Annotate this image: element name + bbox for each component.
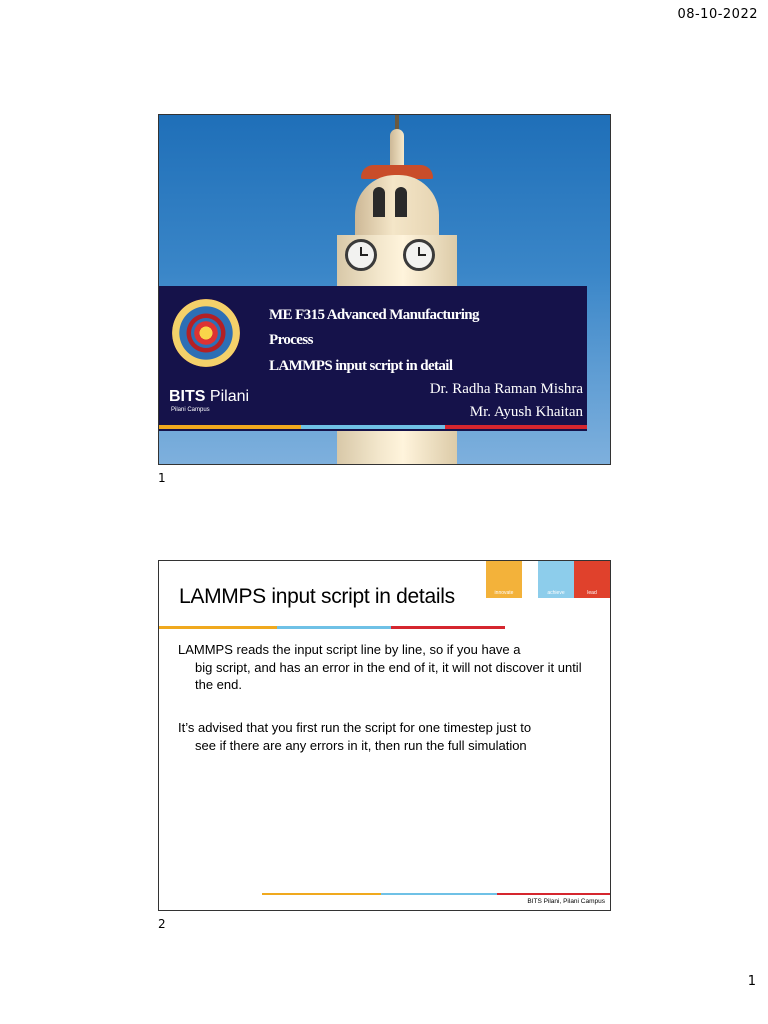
bits-emblem-center — [191, 318, 221, 348]
campus-label: Pilani Campus — [171, 407, 210, 413]
stripe-blue — [301, 425, 445, 429]
course-title-line-1: ME F315 Advanced Manufacturing — [269, 307, 479, 323]
paragraph-1: LAMMPS reads the input script line by line, so if you have a big script, and has an error in the end of it, it will not discover it until the end. — [178, 642, 582, 692]
tile-lead: lead — [574, 561, 610, 598]
clock-face-icon — [345, 239, 377, 271]
tile-innovate: innovate — [486, 561, 522, 598]
lecture-topic: LAMMPS input script in detail — [269, 358, 453, 374]
course-title-line-2: Process — [269, 332, 313, 348]
clock-face-icon — [403, 239, 435, 271]
tower-arch — [395, 187, 407, 217]
print-date: 08-10-2022 — [677, 7, 758, 22]
slide-number-1: 1 — [158, 471, 166, 485]
slide-2 — [158, 560, 611, 911]
slide-1 — [158, 114, 611, 465]
title-underline-orange — [159, 626, 277, 629]
page-number: 1 — [747, 974, 756, 989]
footer-stripe-blue — [381, 893, 497, 895]
tower-arch — [373, 187, 385, 217]
author-1: Dr. Radha Raman Mishra — [429, 381, 583, 397]
stripe-orange — [159, 425, 301, 429]
bits-logo-text: BITS Pilani — [169, 388, 250, 405]
footer-stripe-orange — [262, 893, 381, 895]
motto-tiles — [486, 561, 610, 598]
title-band — [159, 286, 587, 431]
paragraph-2: It’s advised that you first run the script for one timestep just to see if there are any errors in it, then run the full simulation — [178, 720, 532, 753]
tile-achieve: achieve — [538, 561, 574, 598]
footer-stripe-red — [497, 893, 610, 895]
slide-title: LAMMPS input script in details — [179, 585, 455, 608]
tower-spire — [390, 129, 404, 169]
slide-footer: BITS Pilani, Pilani Campus — [527, 898, 605, 905]
stripe-red — [445, 425, 587, 429]
author-2: Mr. Ayush Khaitan — [469, 404, 583, 420]
title-underline-red — [391, 626, 505, 629]
title-underline-blue — [277, 626, 391, 629]
slide-number-2: 2 — [158, 917, 166, 931]
